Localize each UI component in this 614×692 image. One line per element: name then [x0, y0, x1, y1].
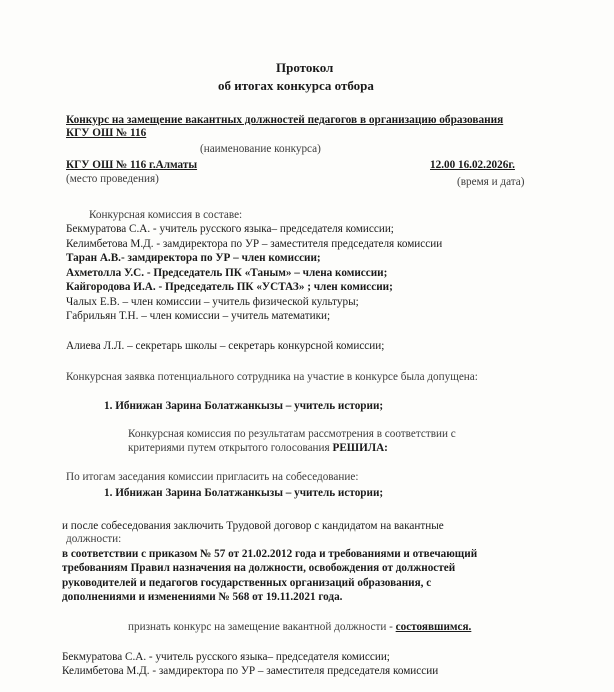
contest-datetime: 12.00 16.02.2026г. [430, 159, 515, 171]
document-title: Протокол [276, 60, 334, 75]
commission-intro: Конкурсная комиссия в составе: [89, 209, 243, 221]
commission-member: Таран А.В.- замдиректора по УР – член комиссии; [66, 252, 321, 264]
commission-member: Келимбетова М.Д. - замдиректора по УР – заместителя председателя комиссии [66, 238, 443, 250]
contest-name-caption: (наименование конкурса) [200, 143, 321, 155]
application-intro: Конкурсная заявка потенциального сотрудника на участие в конкурсе была допущена: [66, 371, 478, 383]
contract-line6: дополнениями и изменениями № 568 от 19.11.2021 года. [62, 591, 343, 603]
contest-name-line2: КГУ ОШ № 116 [66, 127, 147, 139]
application-candidate: 1. Ибнижан Зарина Болатжанкызы – учитель истории; [104, 400, 384, 412]
signature-line: Келимбетова М.Д. - замдиректора по УР – заместителя председателя комиссии [62, 665, 439, 677]
decision-line1: Конкурсная комиссия по результатам рассмотрения в соответствии с [128, 428, 456, 440]
interview-intro: По итогам заседания комиссии пригласить на собеседование: [66, 471, 359, 483]
result-text: признать конкурс на замещение вакантной должности - [128, 621, 396, 633]
result-status: состоявшимся. [395, 621, 472, 633]
commission-member: Габрильян Т.Н. – член комиссии – учитель математики; [66, 310, 331, 322]
decision-line2 [128, 442, 388, 455]
result-line [128, 621, 471, 634]
commission-member: Чалых Е.В. – член комиссии – учитель физической культуры; [66, 296, 359, 308]
contest-datetime-caption: (время и дата) [457, 176, 525, 188]
contest-place: КГУ ОШ № 116 г.Алматы [66, 159, 198, 171]
contract-line4: требованиям Правил назначения на должности, освобождения от должностей [62, 562, 456, 574]
document-subtitle: об итогах конкурса отбора [218, 78, 374, 93]
contract-line5: руководителей и педагогов государственных организаций образования, с [62, 577, 432, 589]
commission-secretary: Алиева Л.Л. – секретарь школы – секретарь конкурсной комиссии; [66, 340, 385, 352]
contest-place-caption: (место проведения) [66, 173, 159, 185]
contract-line2: должности: [66, 533, 122, 545]
decision-resolved: РЕШИЛА: [332, 442, 388, 454]
decision-line2-text: критериями путем открытого голосования [128, 442, 333, 454]
commission-member: Ахметолла У.С. - Председатель ПК «Таным» – члена комиссии; [66, 267, 388, 279]
signature-line: Бекмуратова С.А. - учитель русского языка– председателя комиссии; [62, 651, 390, 663]
contest-name-line1: Конкурс на замещение вакантных должностей педагогов в организацию образования [66, 114, 504, 126]
interview-candidate: 1. Ибнижан Зарина Болатжанкызы – учитель истории; [104, 487, 384, 499]
commission-member: Кайгородова И.А. - Председатель ПК «УСТАЗ» ; член комиссии; [66, 281, 393, 293]
contract-line3: в соответствии с приказом № 57 от 21.02.2012 года и требованиями и отвечающий [62, 548, 478, 560]
commission-member: Бекмуратова С.А. - учитель русского языка– председателя комиссии; [66, 223, 394, 235]
contract-line1: и после собеседования заключить Трудовой договор с кандидатом на вакантные [62, 520, 444, 532]
